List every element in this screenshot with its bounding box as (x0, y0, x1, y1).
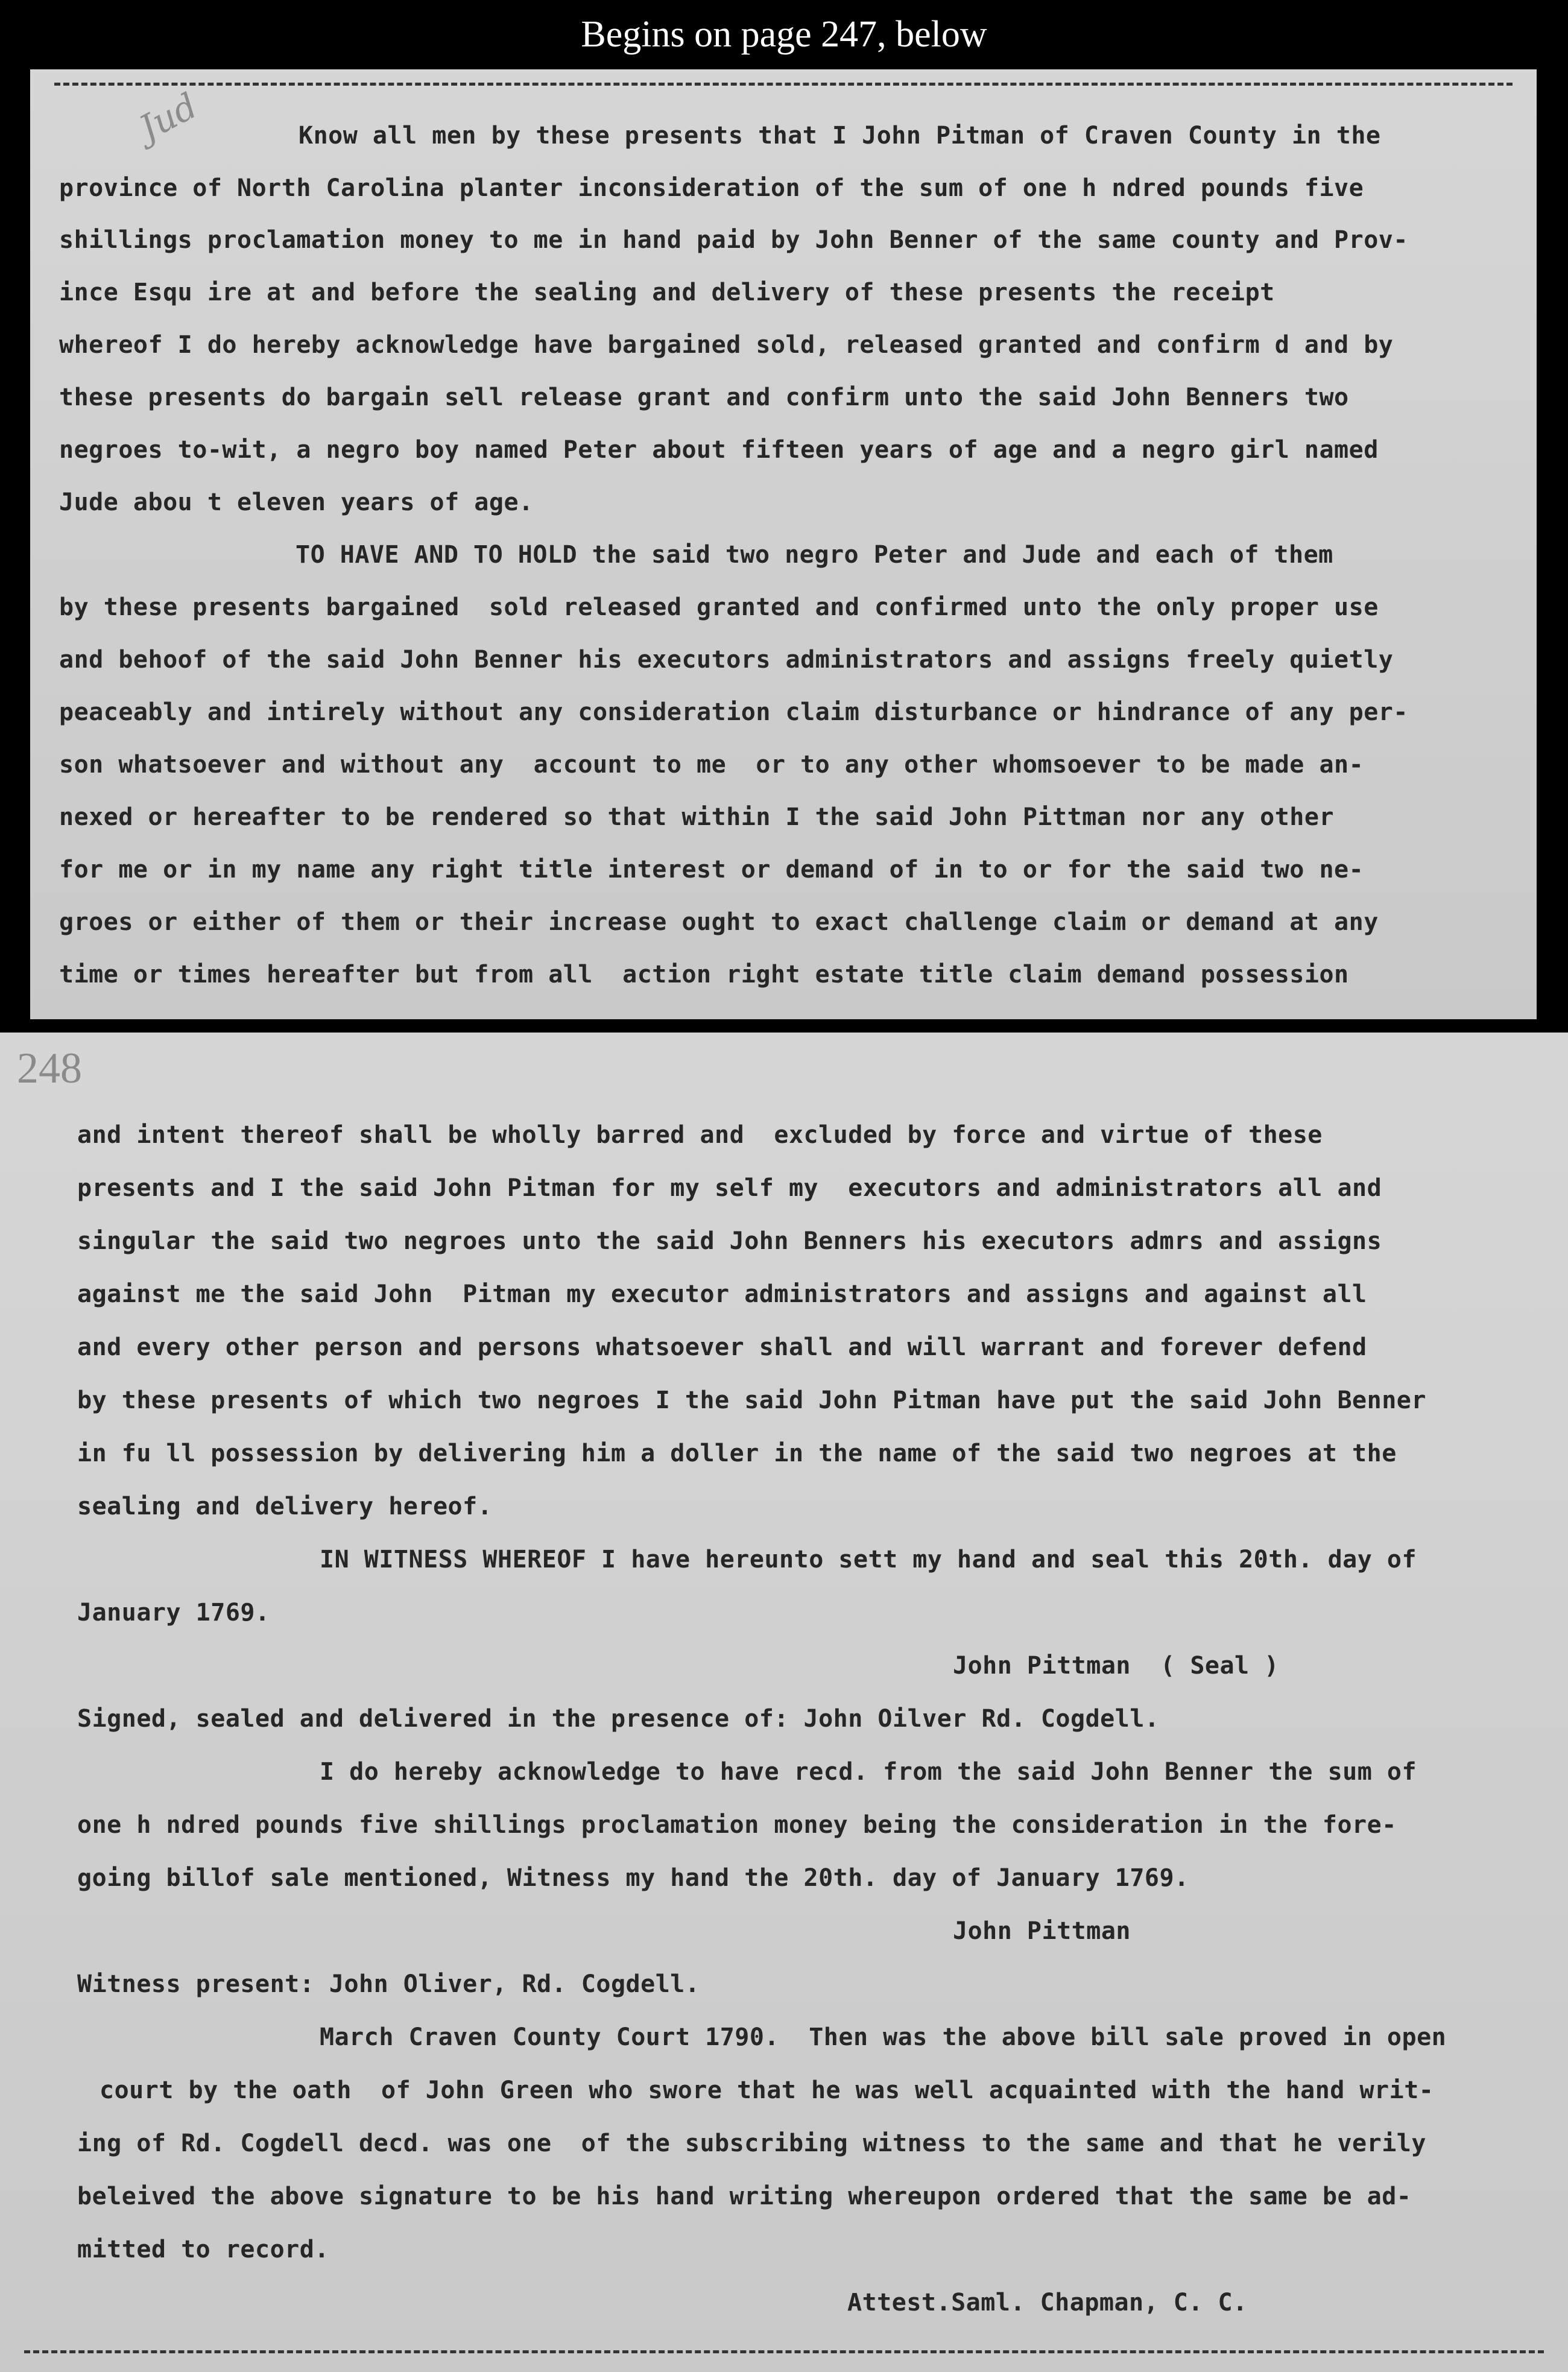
bottom-dashed-rule (24, 2350, 1544, 2353)
text-line: beleived the above signature to be his hand writing whereupon ordered that the same be ad- (77, 2183, 1412, 2210)
text-line: mitted to record. (77, 2236, 329, 2263)
text-line: by these presents of which two negroes I the said John Pitman have put the said John Benner (77, 1387, 1426, 1414)
text-line: time or times hereafter but from all action right estate title claim demand possession (59, 961, 1349, 988)
text-line: Signed, sealed and delivered in the presence of: John Oilver Rd. Cogdell. (77, 1705, 1160, 1733)
text-line: January 1769. (77, 1599, 270, 1627)
text-line: ince Esqu ire at and before the sealing and delivery of these presents the receipt (59, 279, 1275, 306)
text-line: ing of Rd. Cogdell decd. was one of the subscribing witness to the same and that he verily (77, 2130, 1426, 2157)
text-line: shillings proclamation money to me in hand paid by John Benner of the same county and Prov- (59, 226, 1408, 254)
text-line: by these presents bargained sold released granted and confirmed unto the only proper use (59, 593, 1379, 621)
attestation-line: Attest.Saml. Chapman, C. C. (847, 2289, 1248, 2317)
page-number: 248 (17, 1044, 82, 1092)
text-line: peaceably and intirely without any consideration claim disturbance or hindrance of any per- (59, 698, 1408, 726)
top-dashed-rule (54, 83, 1513, 86)
text-line: Witness present: John Oliver, Rd. Cogdell. (77, 1970, 700, 1998)
text-line: whereof I do hereby acknowledge have bargained sold, released granted and confirm d and by (59, 331, 1394, 359)
text-line: province of North Carolina planter inconsideration of the sum of one h ndred pounds five (59, 174, 1364, 202)
text-line: against me the said John Pitman my executor administrators and assigns and against all (77, 1280, 1367, 1308)
text-line: groes or either of them or their increase ought to exact challenge claim or demand at any (59, 908, 1379, 936)
text-line: Jude abou t eleven years of age. (59, 489, 534, 516)
text-line: these presents do bargain sell release grant and confirm unto the said John Benners two (59, 384, 1349, 411)
text-line: March Craven County Court 1790. Then was the above bill sale proved in open (320, 2023, 1447, 2051)
text-line: for me or in my name any right title interest or demand of in to or for the said two ne- (59, 856, 1364, 884)
document-caption: Begins on page 247, below (581, 14, 987, 55)
text-line: one h ndred pounds five shillings proclamation money being the consideration in the fore- (77, 1811, 1397, 1839)
text-line: nexed or hereafter to be rendered so that within I the said John Pittman nor any other (59, 803, 1335, 831)
text-line: and behoof of the said John Benner his executors administrators and assigns freely quietly (59, 646, 1394, 674)
text-line: Know all men by these presents that I John Pitman of Craven County in the (299, 122, 1381, 150)
text-line: I do hereby acknowledge to have recd. from the said John Benner the sum of (320, 1758, 1417, 1786)
top-page-scan (30, 69, 1537, 1019)
signature-line: John Pittman ( Seal ) (953, 1652, 1279, 1680)
text-line: in fu ll possession by delivering him a doller in the name of the said two negroes at the (77, 1440, 1397, 1467)
text-line: and intent thereof shall be wholly barred and excluded by force and virtue of these (77, 1121, 1323, 1149)
text-line: and every other person and persons whatsoever shall and will warrant and forever defend (77, 1333, 1367, 1361)
signature-line: John Pittman (953, 1917, 1131, 1945)
text-line: presents and I the said John Pitman for my self my executors and administrators all and (77, 1174, 1382, 1202)
margin-annotation: Jud (132, 85, 204, 149)
text-line: negroes to-wit, a negro boy named Peter about fifteen years of age and a negro girl named (59, 436, 1379, 464)
text-line: son whatsoever and without any account to me or to any other whomsoever to be made an- (59, 751, 1364, 779)
bottom-page-scan (0, 1033, 1568, 2372)
text-line: going billof sale mentioned, Witness my hand the 20th. day of January 1769. (77, 1864, 1189, 1892)
text-line: TO HAVE AND TO HOLD the said two negro Peter and Jude and each of them (296, 541, 1333, 569)
text-line: court by the oath of John Green who swore that he was well acquainted with the hand writ- (100, 2076, 1434, 2104)
text-line: sealing and delivery hereof. (77, 1493, 493, 1520)
text-line: singular the said two negroes unto the said John Benners his executors admrs and assigns (77, 1227, 1382, 1255)
text-line: IN WITNESS WHEREOF I have hereunto sett my hand and seal this 20th. day of (320, 1546, 1417, 1573)
